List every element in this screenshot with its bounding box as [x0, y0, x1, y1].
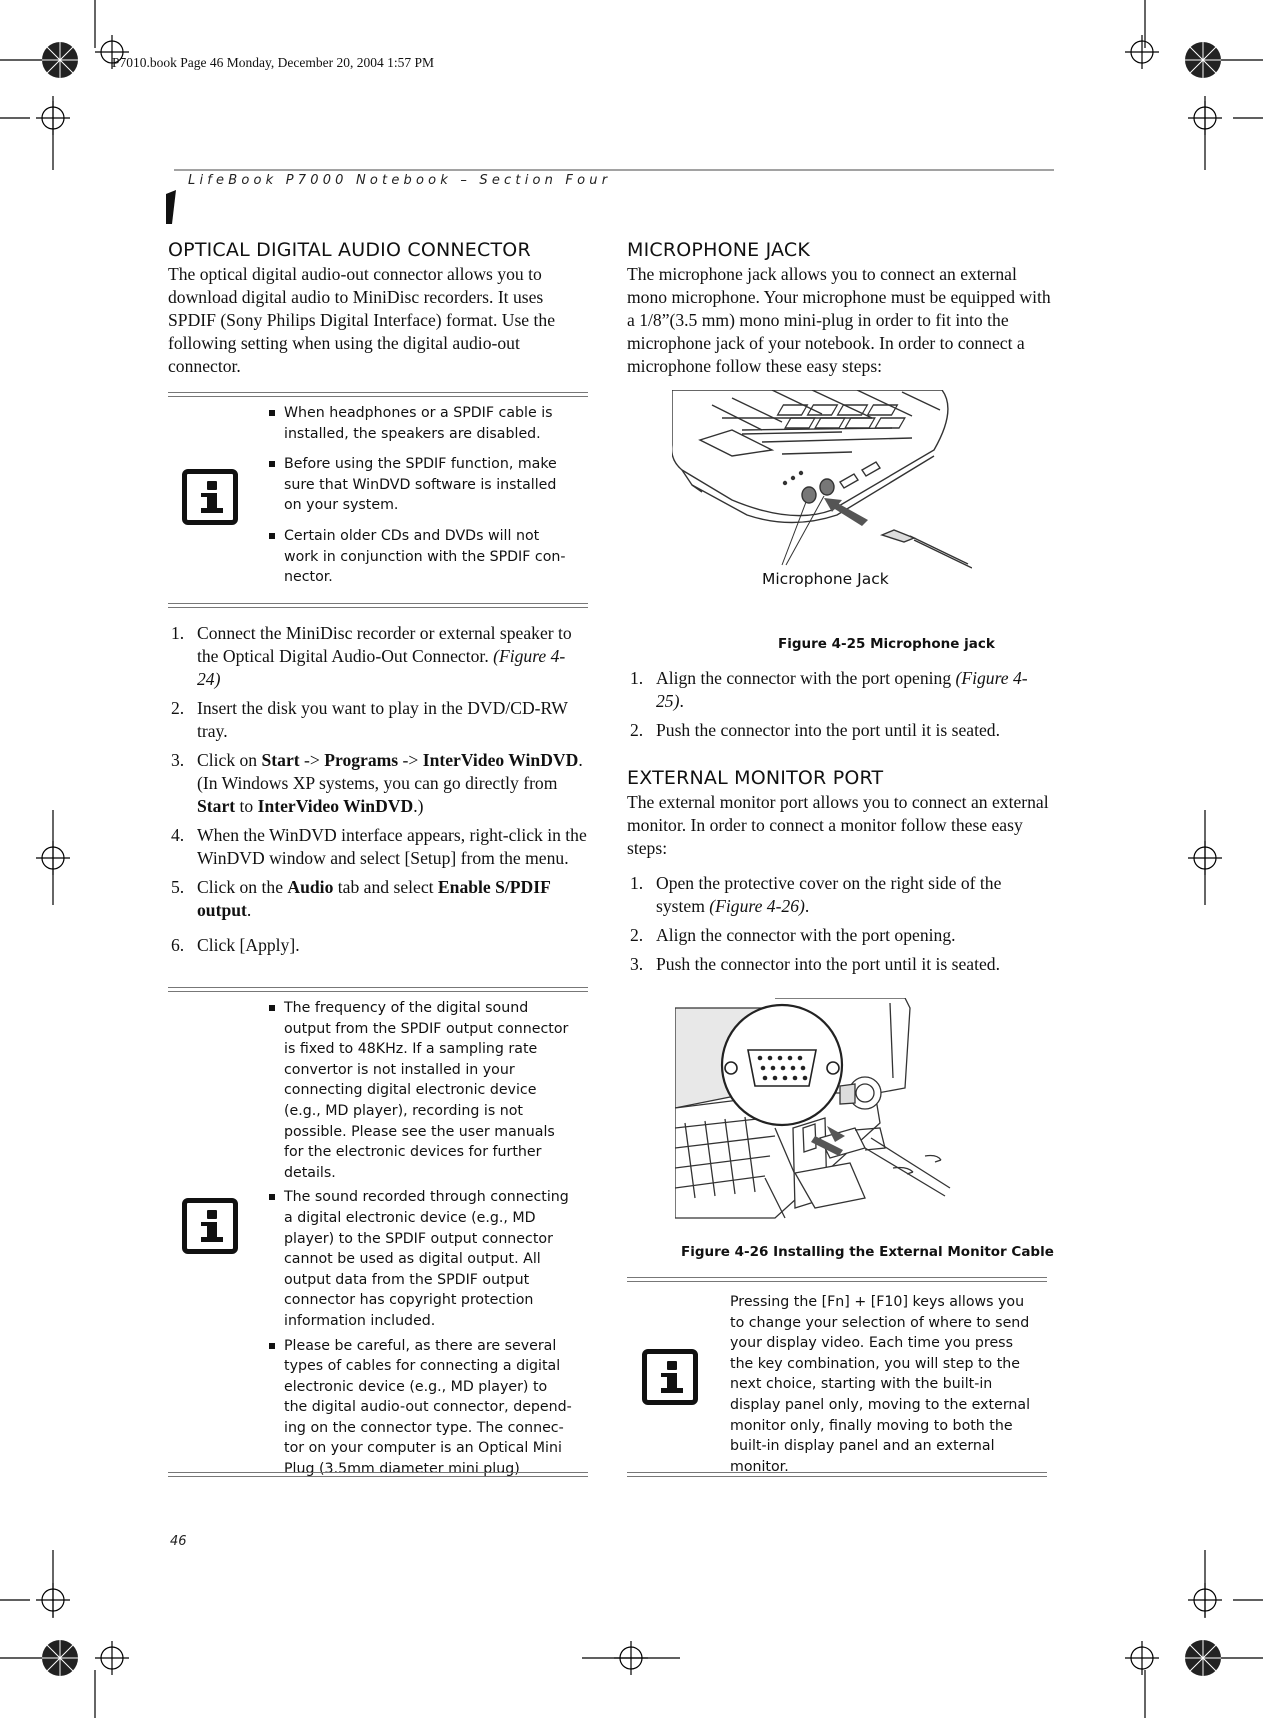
note-1-list — [268, 403, 568, 588]
info-icon — [642, 1349, 698, 1405]
list-item: 6. Click [Apply]. — [171, 935, 300, 955]
microphone-jack-illustration — [672, 390, 972, 580]
list-item: 5. Click on the Audio tab and select Enable S/PDIF output. — [171, 877, 551, 920]
note-2-bullet: Please be careful, as there are several types of cables for connecting a digital electronic device (e.g., MD player) to the digital audio-out connector, depend- ing on the connector type. The connec- tor on your computer is an Optical Mini Plug (3.5mm diameter mini plug) — [268, 1336, 574, 1480]
print-stamp: P7010.book Page 46 Monday, December 20, 2004 1:57 PM — [112, 55, 434, 70]
info-note-2 — [168, 987, 588, 1477]
info-note-3 — [627, 1277, 1047, 1477]
optical-body: The optical digital audio-out connector allows you to download digital audio to MiniDisc recorders. It uses SPDIF (Sony Philips Digital Interface) format. Use the following setting when using the digital audio-out connector. — [168, 264, 556, 376]
list-item: 3. Click on Start -> Programs -> InterVideo WinDVD. (In Windows XP systems, you can go directly from Start to InterVideo WinDVD.) — [171, 750, 583, 816]
list-item: 2. Align the connector with the port opening. — [630, 925, 956, 945]
microphone-title: MICROPHONE JACK — [627, 239, 811, 261]
optical-steps — [168, 622, 588, 963]
list-item: 1. Connect the MiniDisc recorder or external speaker to the Optical Digital Audio-Out Connector. (Figure 4-24) — [171, 623, 572, 689]
note-1-bullet: Certain older CDs and DVDs will not work in conjunction with the SPDIF con- nector. — [268, 526, 568, 588]
list-item: 2. Insert the disk you want to play in the DVD/CD-RW tray. — [171, 698, 568, 741]
list-item: 2. Push the connector into the port until it is seated. — [630, 720, 1000, 740]
optical-title: OPTICAL DIGITAL AUDIO CONNECTOR — [168, 239, 531, 261]
note-2-list — [268, 998, 574, 1480]
note-2-bullet: The frequency of the digital sound output from the SPDIF output connector is fixed to 48KHz. If a sampling rate convertor is not installed in your connecting digital electronic device (e.g., MD player), recording is not possible. Please see the user manuals for the electronic devices for further details. — [268, 998, 574, 1183]
list-item: 1. Open the protective cover on the right side of the system (Figure 4-26). — [630, 873, 1002, 916]
list-item: 1. Align the connector with the port opening (Figure 4-25). — [630, 668, 1028, 711]
note-1-bullet: Before using the SPDIF function, make sure that WinDVD software is installed on your system. — [268, 454, 568, 516]
info-icon — [182, 1198, 238, 1254]
figure-4-26-caption: Figure 4-26 Installing the External Monitor Cable — [681, 1244, 1054, 1260]
note-1-bullet: When headphones or a SPDIF cable is installed, the speakers are disabled. — [268, 403, 568, 444]
list-item: 4. When the WinDVD interface appears, right-click in the WinDVD window and select [Setup] from the menu. — [171, 825, 587, 868]
external-monitor-illustration — [675, 998, 975, 1223]
monitor-steps — [627, 872, 1052, 982]
monitor-body: The external monitor port allows you to connect an external monitor. In order to connect a monitor follow these easy steps: — [627, 792, 1049, 858]
microphone-steps — [627, 667, 1052, 748]
note-3-text: Pressing the [Fn] + [F10] keys allows you to change your selection of where to send your display video. Each time you press the key combination, you will step to the next choice, starting with the built-in display panel only, moving to the external monitor only, finally moving to both the built-in display panel and an external monitor. — [730, 1294, 1031, 1475]
figure-4-25-caption: Figure 4-25 Microphone jack — [778, 636, 995, 652]
list-item: 3. Push the connector into the port until it is seated. — [630, 954, 1000, 974]
page-number: 46 — [170, 1534, 187, 1549]
microphone-jack-label: Microphone Jack — [762, 570, 889, 588]
info-note-1 — [168, 392, 588, 608]
running-header: LifeBook P7000 Notebook – Section Four — [188, 173, 612, 188]
microphone-body: The microphone jack allows you to connect an external mono microphone. Your microphone must be equipped with a 1/8”(3.5 mm) mono mini-plug in order to fit into the microphone jack of your notebook. In order to connect a microphone follow these easy steps: — [627, 264, 1051, 376]
note-2-bullet: The sound recorded through connecting a digital electronic device (e.g., MD player) to the SPDIF output connector cannot be used as digital output. All output data from the SPDIF output connector has copyright protection information included. — [268, 1187, 574, 1331]
info-icon — [182, 469, 238, 525]
monitor-title: EXTERNAL MONITOR PORT — [627, 767, 884, 789]
